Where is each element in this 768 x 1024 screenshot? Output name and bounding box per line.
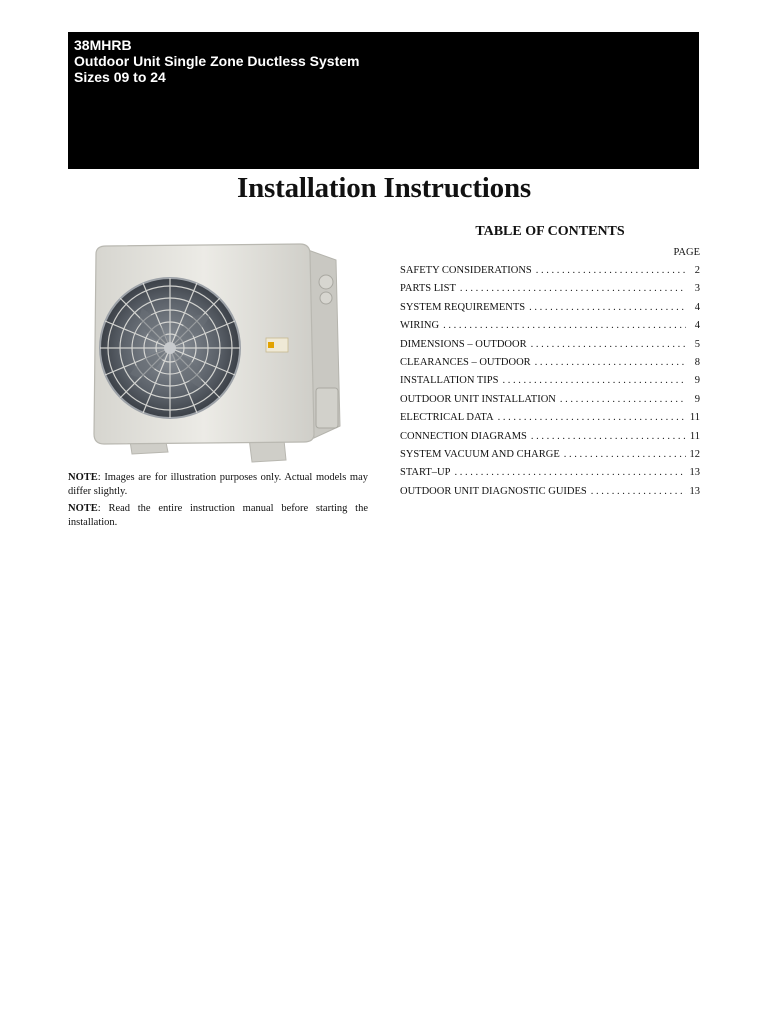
toc-item-clearances-outdoor[interactable] xyxy=(400,356,700,374)
outdoor-ac-unit-image xyxy=(88,238,348,468)
dot-leader xyxy=(460,282,686,296)
toc-item-page: 13 xyxy=(689,485,700,497)
dot-leader xyxy=(443,319,686,333)
dot-leader xyxy=(502,374,686,388)
toc-item-dimensions-outdoor[interactable] xyxy=(400,338,700,356)
toc-item-label: ELECTRICAL DATA xyxy=(400,412,494,424)
toc-item-label: SYSTEM REQUIREMENTS xyxy=(400,301,526,313)
toc-page-column-header: PAGE xyxy=(673,247,700,258)
toc-item-label: OUTDOOR UNIT INSTALLATION xyxy=(400,393,556,405)
toc-item-label: START–UP xyxy=(400,467,451,479)
dot-leader xyxy=(529,301,686,315)
dot-leader xyxy=(591,485,686,499)
toc-item-page: 4 xyxy=(694,320,700,332)
note-text: : Read the entire instruction manual before starting the installation. xyxy=(68,503,368,528)
toc-item-page: 3 xyxy=(694,283,700,295)
note-read-manual xyxy=(68,502,368,530)
dot-leader xyxy=(536,264,686,278)
dot-leader xyxy=(498,411,686,425)
note-illustration xyxy=(68,471,368,499)
toc-item-label: OUTDOOR UNIT DIAGNOSTIC GUIDES xyxy=(400,485,587,497)
dot-leader xyxy=(531,338,686,352)
product-description: Outdoor Unit Single Zone Ductless System xyxy=(74,53,360,69)
toc-item-parts-list[interactable] xyxy=(400,282,700,300)
toc-item-safety-considerations[interactable] xyxy=(400,264,700,282)
dot-leader xyxy=(560,393,686,407)
toc-item-electrical-data[interactable] xyxy=(400,411,700,429)
toc-item-label: CLEARANCES – OUTDOOR xyxy=(400,356,531,368)
toc-item-page: 11 xyxy=(689,430,700,442)
toc-item-page: 9 xyxy=(694,375,700,387)
note-text: : Images are for illustration purposes only. Actual models may differ slightly. xyxy=(68,472,368,497)
toc-item-installation-tips[interactable] xyxy=(400,374,700,392)
toc-item-system-requirements[interactable] xyxy=(400,301,700,319)
toc-item-page: 2 xyxy=(694,265,700,276)
toc-item-label: DIMENSIONS – OUTDOOR xyxy=(400,338,527,350)
toc-item-page: 5 xyxy=(694,338,700,350)
toc-item-page: 9 xyxy=(694,393,700,405)
toc-item-page: 8 xyxy=(694,356,700,368)
toc-item-label: PARTS LIST xyxy=(400,283,456,295)
toc-heading: TABLE OF CONTENTS xyxy=(475,224,625,239)
toc-item-label: WIRING xyxy=(400,320,440,332)
toc-item-start-up[interactable] xyxy=(400,466,700,484)
header-banner xyxy=(68,32,699,169)
model-number: 38MHRB xyxy=(74,37,132,53)
toc-item-page: 13 xyxy=(689,467,700,479)
product-sizes: Sizes 09 to 24 xyxy=(74,69,166,85)
toc-item-outdoor-unit-installation[interactable] xyxy=(400,393,700,411)
toc-item-label: INSTALLATION TIPS xyxy=(400,375,499,387)
toc-item-label: SAFETY CONSIDERATIONS xyxy=(400,265,532,276)
toc-item-label: SYSTEM VACUUM AND CHARGE xyxy=(400,448,560,460)
toc-item-page: 12 xyxy=(689,448,700,460)
note-label: NOTE xyxy=(68,472,98,483)
toc-item-page: 11 xyxy=(689,412,700,424)
dot-leader xyxy=(535,356,686,370)
dot-leader xyxy=(531,430,686,444)
toc-item-page: 4 xyxy=(694,301,700,313)
note-label: NOTE xyxy=(68,503,98,514)
toc-item-label: CONNECTION DIAGRAMS xyxy=(400,430,527,442)
toc-item-wiring[interactable] xyxy=(400,319,700,337)
toc-item-outdoor-unit-diagnostic-guides[interactable] xyxy=(400,485,700,503)
notes-section xyxy=(68,471,368,533)
toc-item-system-vacuum-and-charge[interactable] xyxy=(400,448,700,466)
table-of-contents xyxy=(400,264,700,503)
toc-item-connection-diagrams[interactable] xyxy=(400,430,700,448)
document-title: Installation Instructions xyxy=(237,172,531,204)
dot-leader xyxy=(454,466,685,480)
dot-leader xyxy=(564,448,686,462)
